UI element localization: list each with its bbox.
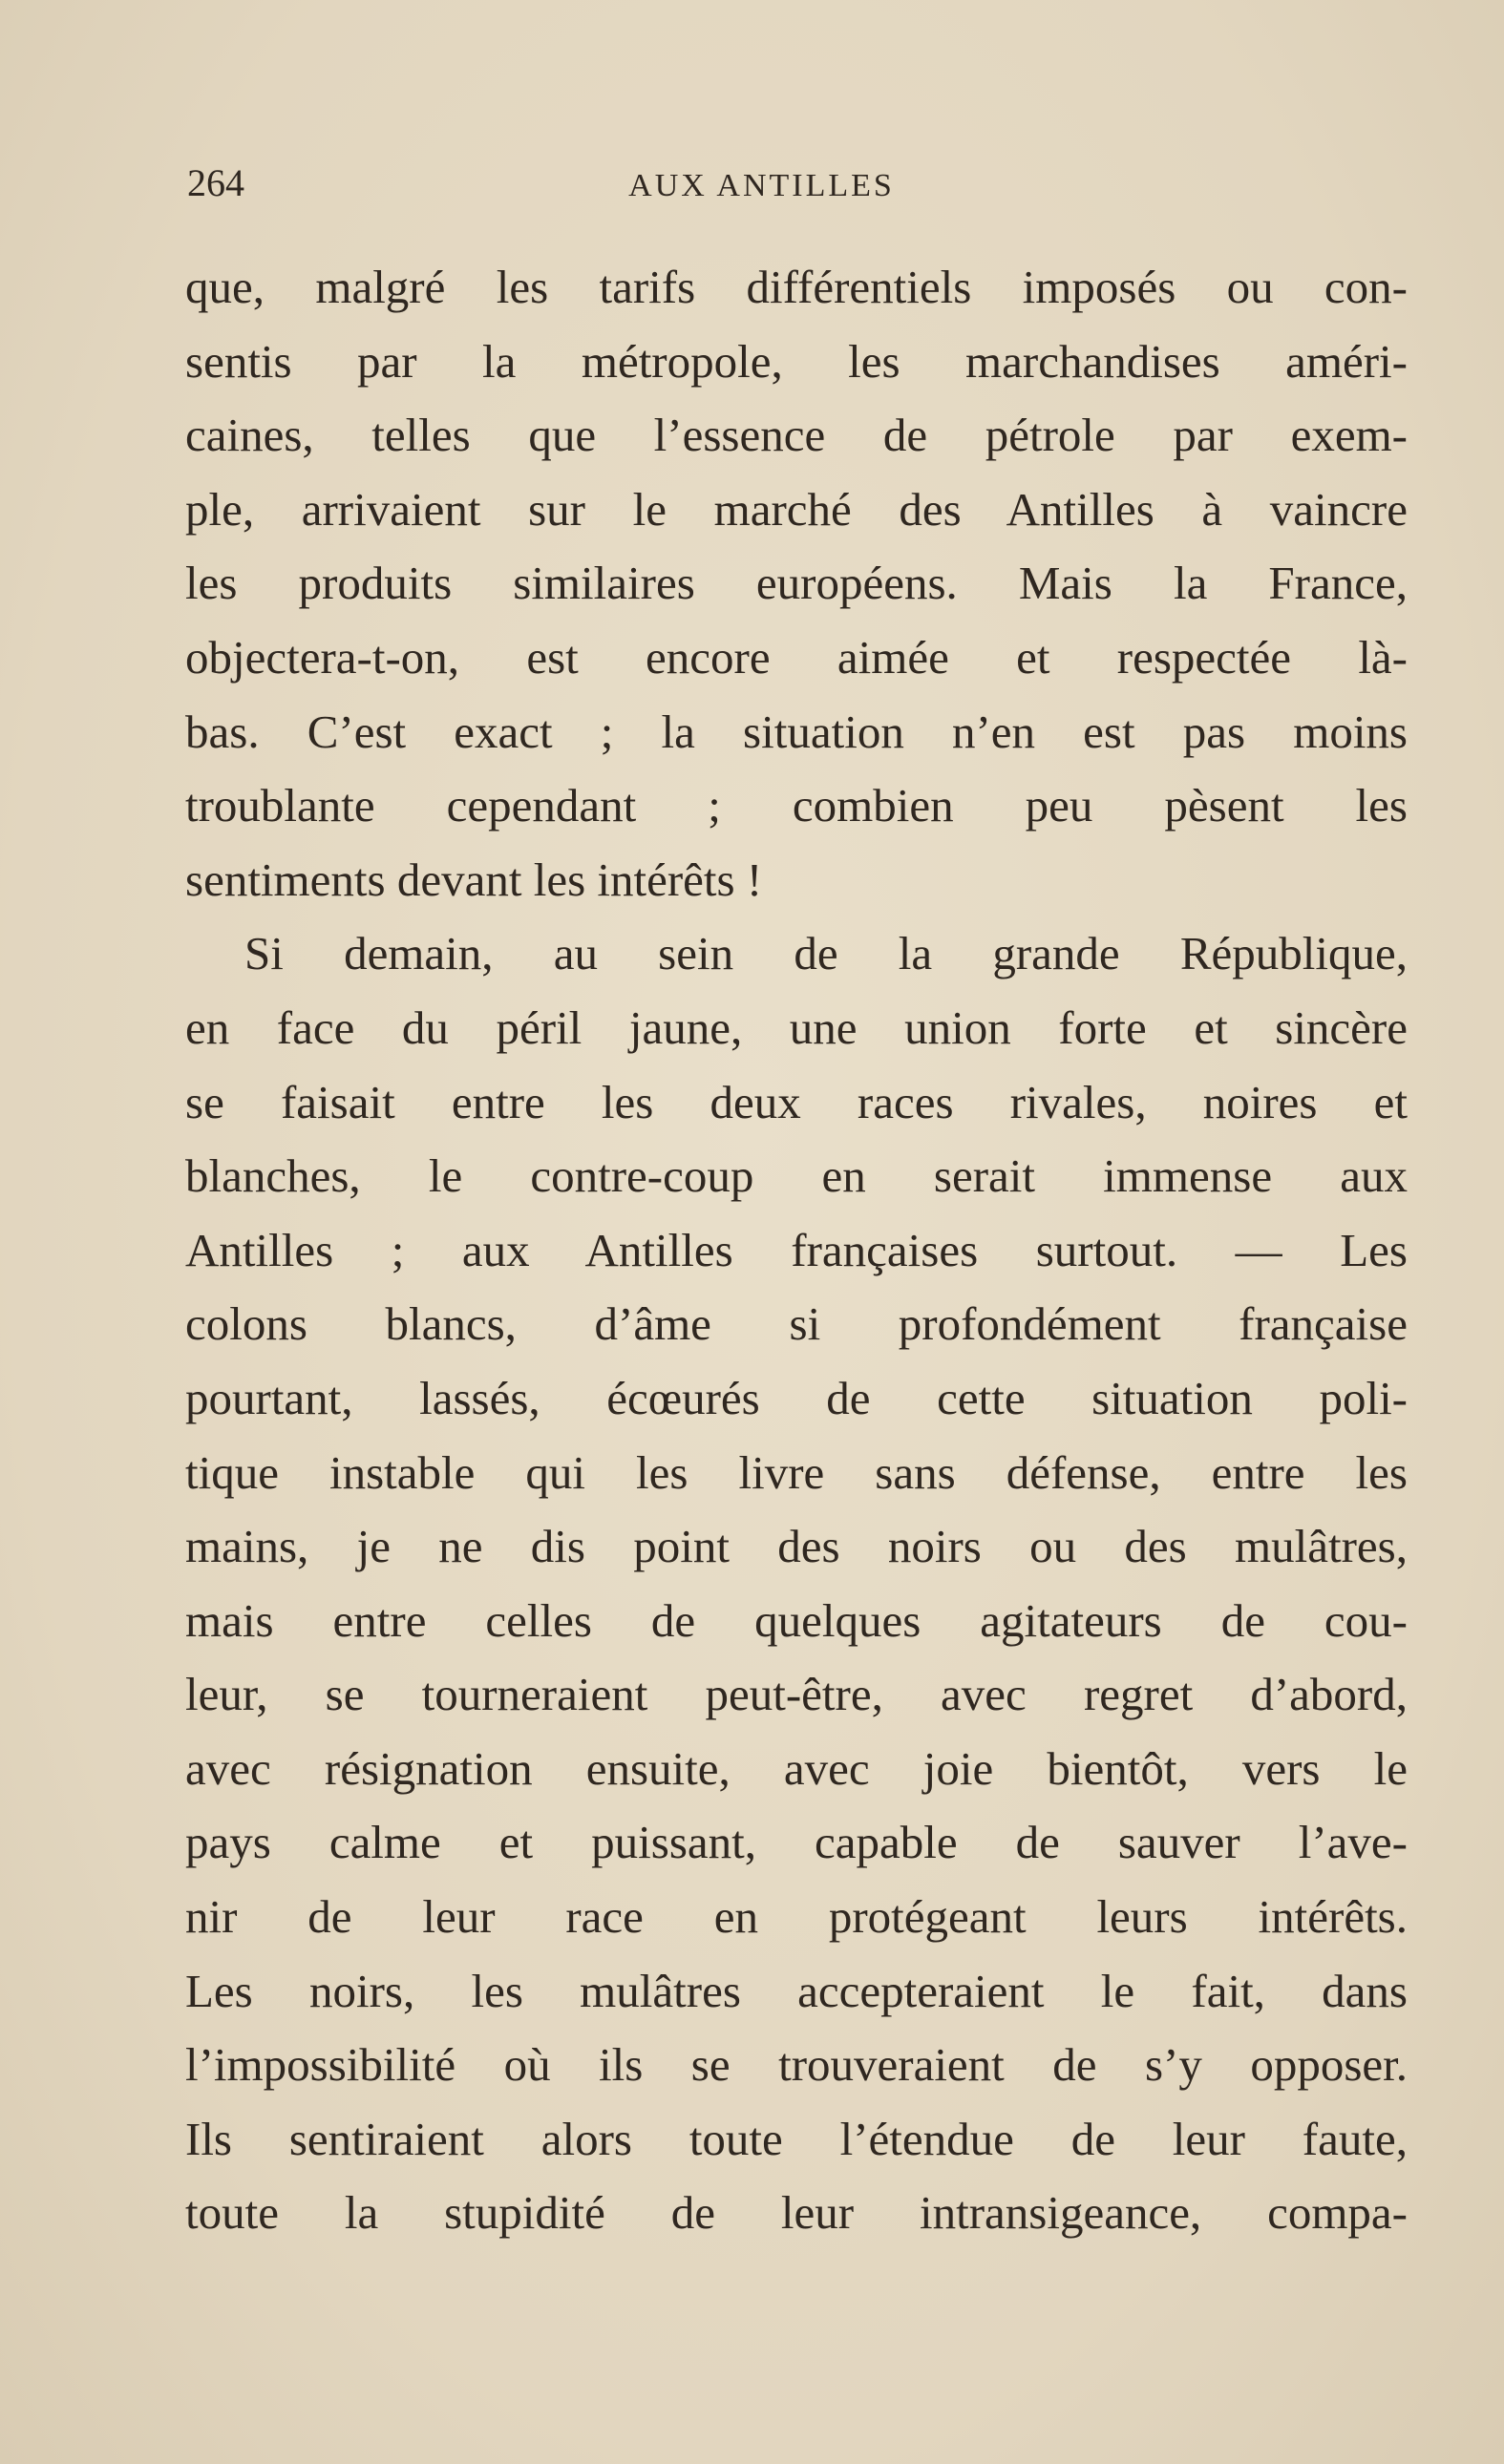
text-line: mais entre celles de quelques agitateurs de cou-: [185, 1593, 1408, 1647]
text-line: Ils sentiraient alors toute l’étendue de leur faute,: [185, 2112, 1408, 2165]
page-number: 264: [187, 161, 244, 204]
text-line: blanches, le contre-coup en serait immense aux: [185, 1149, 1408, 1203]
text-line: leur, se tourneraient peut-être, avec regret d’abord,: [185, 1668, 1408, 1721]
text-line: tique instable qui les livre sans défense, entre les: [185, 1445, 1408, 1499]
text-line: Antilles ; aux Antilles françaises surtout. — Les: [185, 1223, 1408, 1276]
text-line: l’impossibilité où ils se trouveraient de s’y opposer.: [185, 2038, 1408, 2092]
text-line: Les noirs, les mulâtres accepteraient le fait, dans: [185, 1964, 1408, 2017]
body-text: [185, 250, 1408, 2250]
text-line: troublante cependant ; combien peu pèsent les: [185, 779, 1408, 832]
text-line: objectera-t-on, est encore aimée et respectée là-: [185, 630, 1408, 684]
text-line: sentis par la métropole, les marchandises améri-: [185, 334, 1408, 388]
running-title: AUX ANTILLES: [628, 168, 895, 203]
text-line: colons blancs, d’âme si profondément française: [185, 1297, 1408, 1351]
text-line: les produits similaires européens. Mais la France,: [185, 557, 1408, 610]
text-line: nir de leur race en protégeant leurs intérêts.: [185, 1890, 1408, 1944]
text-line: Si demain, au sein de la grande République,: [244, 927, 1408, 980]
text-line: sentiments devant les intérêts !: [185, 853, 763, 906]
text-line: se faisait entre les deux races rivales, noires et: [185, 1075, 1408, 1128]
text-line: pays calme et puissant, capable de sauver l’ave-: [185, 1816, 1408, 1869]
text-line: en face du péril jaune, une union forte et sincère: [185, 1000, 1408, 1054]
text-line: bas. C’est exact ; la situation n’en est pas moins: [185, 705, 1408, 758]
text-line: mains, je ne dis point des noirs ou des mulâtres,: [185, 1520, 1408, 1573]
text-line: ple, arrivaient sur le marché des Antilles à vaincre: [185, 482, 1408, 536]
text-line: avec résignation ensuite, avec joie bientôt, vers le: [185, 1741, 1408, 1795]
text-line: toute la stupidité de leur intransigeance, compa-: [185, 2186, 1408, 2240]
text-line: pourtant, lassés, écœurés de cette situation poli-: [185, 1371, 1408, 1424]
text-line: caines, telles que l’essence de pétrole par exem-: [185, 409, 1408, 462]
text-line: que, malgré les tarifs différentiels imposés ou con-: [185, 261, 1408, 313]
